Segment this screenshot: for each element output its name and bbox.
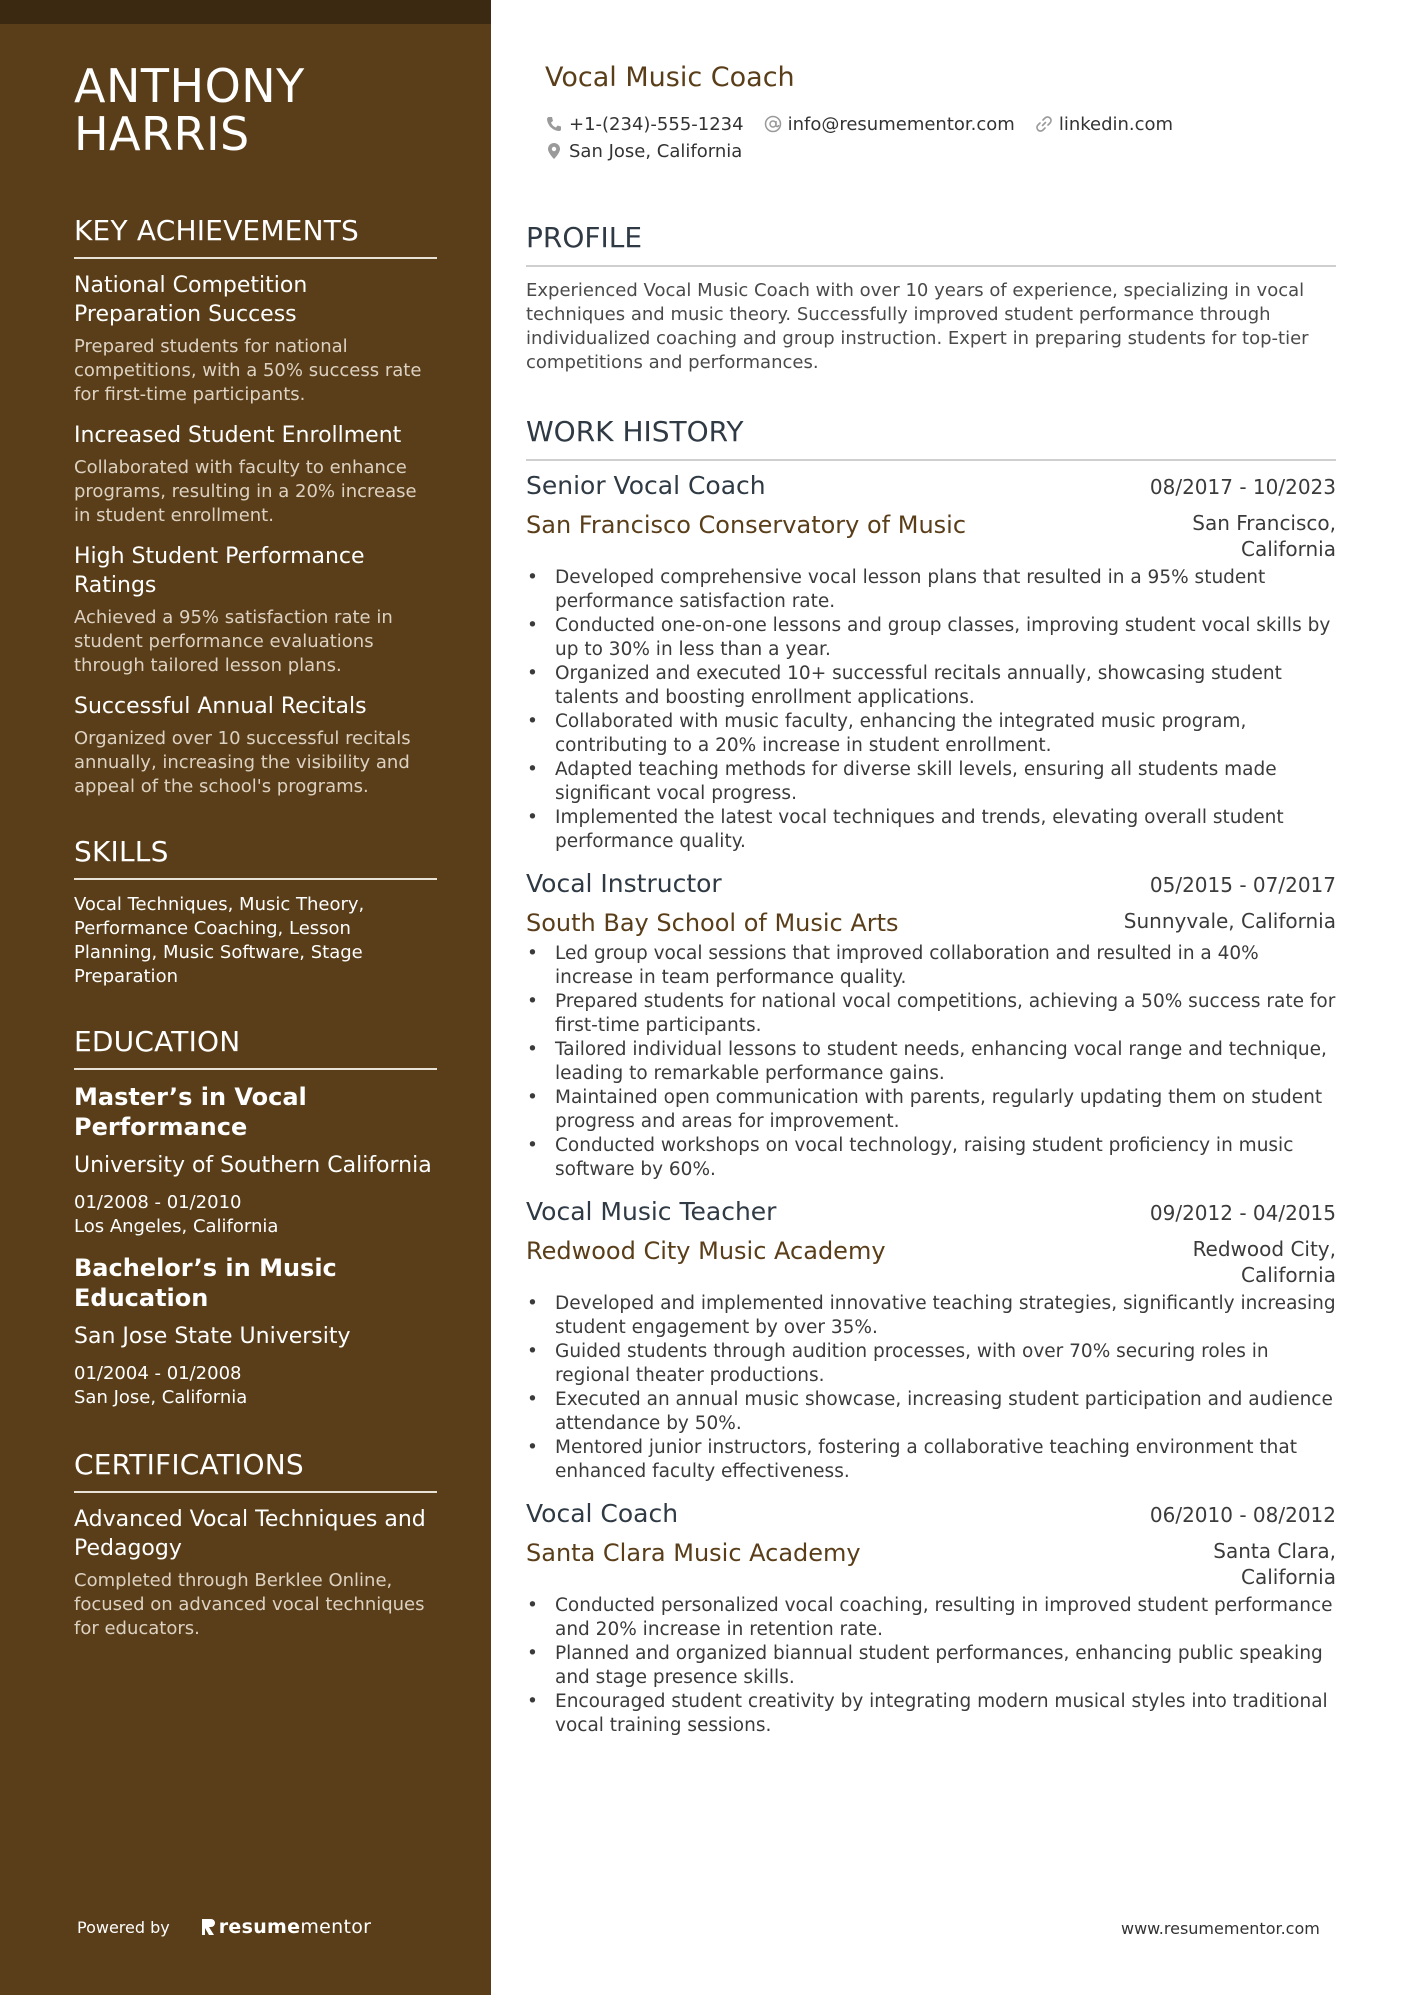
job-bullet: • Organized and executed 10+ successful recitals annually, showcasing student talents and boosting enrollment applications. <box>526 662 1336 710</box>
achievement-item <box>74 271 437 407</box>
education-school: San Jose State University <box>74 1324 351 1349</box>
education-heading: EDUCATION <box>74 1025 437 1070</box>
certification-item <box>74 1505 437 1641</box>
education-location: Los Angeles, California <box>74 1216 279 1237</box>
achievement-title: National Competition Preparation Success <box>74 273 308 327</box>
job-role: Vocal Coach <box>526 1499 679 1528</box>
contact-phone[interactable] <box>545 114 744 135</box>
job-company: Redwood City Music Academy <box>526 1237 886 1265</box>
profile-heading: PROFILE <box>526 221 1336 267</box>
certification-desc: Completed through Berklee Online, focused on advanced vocal techniques for educators. <box>74 1570 425 1639</box>
job-company: San Francisco Conservatory of Music <box>526 511 967 539</box>
footer-url-link[interactable]: www.resumementor.com <box>1121 1919 1320 1938</box>
job-location: Redwood City, California <box>1192 1237 1336 1287</box>
job-entry <box>526 470 1336 854</box>
job-role: Senior Vocal Coach <box>526 471 766 500</box>
achievement-item <box>74 421 437 528</box>
achievements-list <box>74 271 437 799</box>
job-role: Vocal Instructor <box>526 869 722 898</box>
job-bullet: • Encouraged student creativity by integrating modern musical styles into traditional vocal training sessions. <box>526 1690 1336 1738</box>
job-bullets <box>526 1594 1336 1738</box>
job-bullet: • Prepared students for national vocal competitions, achieving a 50% success rate for first-time participants. <box>526 990 1336 1038</box>
job-role: Vocal Music Teacher <box>526 1197 777 1226</box>
contact-linkedin[interactable] <box>1035 114 1173 135</box>
skills-heading: SKILLS <box>74 835 437 880</box>
education-degree: Master’s in Vocal Performance <box>74 1083 307 1141</box>
achievement-title: High Student Performance Ratings <box>74 544 365 598</box>
name-last: HARRIS <box>74 107 250 161</box>
work-history-heading: WORK HISTORY <box>526 415 1336 461</box>
job-bullets <box>526 942 1336 1182</box>
contact-row <box>545 111 1325 137</box>
job-bullet: • Adapted teaching methods for diverse skill levels, ensuring all students made significant vocal progress. <box>526 758 1336 806</box>
education-dates: 01/2004 - 01/2008 <box>74 1363 242 1384</box>
job-bullet: • Developed comprehensive vocal lesson plans that resulted in a 95% student performance satisfaction rate. <box>526 566 1336 614</box>
email-text: info@resumementor.com <box>787 113 1015 135</box>
phone-text: +1-(234)-555-1234 <box>569 113 744 135</box>
linkedin-text: linkedin.com <box>1058 113 1174 135</box>
job-entry <box>526 1196 1336 1484</box>
job-bullets <box>526 1292 1336 1484</box>
name-first: ANTHONY <box>74 59 305 113</box>
education-list <box>74 1082 437 1410</box>
education-school: University of Southern California <box>74 1153 432 1178</box>
powered-by <box>77 1916 371 1938</box>
sidebar-top-bar <box>0 0 491 24</box>
job-bullets <box>526 566 1336 854</box>
job-bullet: • Conducted personalized vocal coaching, resulting in improved student performance and 20% increase in retention rate. <box>526 1594 1336 1642</box>
job-bullet: • Implemented the latest vocal techniques and trends, elevating overall student performance quality. <box>526 806 1336 854</box>
achievement-item <box>74 692 437 799</box>
achievement-title: Increased Student Enrollment <box>74 423 402 448</box>
job-dates: 06/2010 - 08/2012 <box>1149 1503 1336 1527</box>
contact-info <box>545 111 1325 165</box>
achievement-desc: Organized over 10 successful recitals annually, increasing the visibility and appeal of the school's programs. <box>74 728 411 797</box>
job-bullet: • Developed and implemented innovative teaching strategies, significantly increasing student engagement by over 35%. <box>526 1292 1336 1340</box>
certifications-heading: CERTIFICATIONS <box>74 1448 437 1493</box>
phone-icon <box>545 115 563 133</box>
achievements-heading: KEY ACHIEVEMENTS <box>74 214 437 259</box>
job-location: San Francisco, California <box>1192 511 1336 561</box>
job-entry <box>526 1498 1336 1738</box>
job-company: South Bay School of Music Arts <box>526 909 899 937</box>
job-bullet: • Conducted workshops on vocal technology, raising student proficiency in music software by 60%. <box>526 1134 1336 1182</box>
job-location: Santa Clara, California <box>1213 1539 1336 1589</box>
link-icon <box>1035 115 1053 133</box>
job-bullet: • Led group vocal sessions that improved collaboration and resulted in a 40% increase in team performance quality. <box>526 942 1336 990</box>
job-bullet: • Guided students through audition processes, with over 70% securing roles in regional theater productions. <box>526 1340 1336 1388</box>
certification-title: Advanced Vocal Techniques and Pedagogy <box>74 1507 426 1561</box>
profile-text: Experienced Vocal Music Coach with over 10 years of experience, specializing in vocal techniques and music theory. Successfully improved student performance through individualized coaching and group instruction. Expert in preparing students for top-tier competitions and performances. <box>526 280 1309 373</box>
education-degree: Bachelor’s in Music Education <box>74 1254 337 1312</box>
job-dates: 05/2015 - 07/2017 <box>1149 873 1336 897</box>
target-job-title: Vocal Music Coach <box>545 62 795 93</box>
job-bullet: • Mentored junior instructors, fostering a collaborative teaching environment that enhanced faculty effectiveness. <box>526 1436 1336 1484</box>
location-text: San Jose, California <box>569 140 743 162</box>
contact-location <box>545 141 742 162</box>
brand-light: mentor <box>300 1916 372 1938</box>
job-company: Santa Clara Music Academy <box>526 1539 861 1567</box>
job-dates: 09/2012 - 04/2015 <box>1149 1201 1336 1225</box>
job-bullet: • Maintained open communication with parents, regularly updating them on student progress and areas for improvement. <box>526 1086 1336 1134</box>
job-entry <box>526 868 1336 1182</box>
education-item <box>74 1253 437 1410</box>
sidebar <box>0 0 491 1995</box>
candidate-name <box>74 59 437 161</box>
brand-bold: resume <box>218 1916 301 1938</box>
achievement-desc: Achieved a 95% satisfaction rate in student performance evaluations through tailored lesson plans. <box>74 607 393 676</box>
achievement-desc: Collaborated with faculty to enhance programs, resulting in a 20% increase in student enrollment. <box>74 457 417 526</box>
job-bullet: • Planned and organized biannual student performances, enhancing public speaking and stage presence skills. <box>526 1642 1336 1690</box>
job-bullet: • Collaborated with music faculty, enhancing the integrated music program, contributing to a 20% increase in student enrollment. <box>526 710 1336 758</box>
achievement-title: Successful Annual Recitals <box>74 694 367 719</box>
job-bullet: • Executed an annual music showcase, increasing student participation and audience attendance by 50%. <box>526 1388 1336 1436</box>
at-icon <box>764 115 782 133</box>
job-dates: 08/2017 - 10/2023 <box>1149 475 1336 499</box>
work-history-list <box>526 470 1336 1752</box>
education-item <box>74 1082 437 1239</box>
brand-logo[interactable] <box>200 1916 372 1938</box>
resumementor-logo-icon <box>200 1918 216 1936</box>
education-location: San Jose, California <box>74 1387 248 1408</box>
job-location: Sunnyvale, California <box>1123 909 1336 933</box>
contact-email[interactable] <box>764 114 1015 135</box>
powered-by-label: Powered by <box>77 1917 170 1937</box>
skills-text: Vocal Techniques, Music Theory, Performance Coaching, Lesson Planning, Music Software, Stage Preparation <box>74 894 365 987</box>
contact-row <box>545 138 1325 164</box>
education-dates: 01/2008 - 01/2010 <box>74 1192 242 1213</box>
job-bullet: • Conducted one-on-one lessons and group classes, improving student vocal skills by up to 30% in less than a year. <box>526 614 1336 662</box>
achievement-item <box>74 542 437 678</box>
sidebar-content <box>74 59 437 1641</box>
job-bullet: • Tailored individual lessons to student needs, enhancing vocal range and technique, leading to remarkable performance gains. <box>526 1038 1336 1086</box>
location-pin-icon <box>545 142 563 160</box>
achievement-desc: Prepared students for national competitions, with a 50% success rate for first-time participants. <box>74 336 422 405</box>
